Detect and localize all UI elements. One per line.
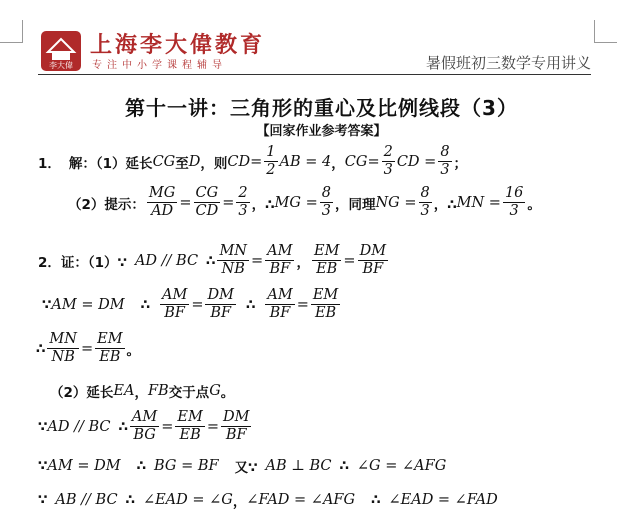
fraction-denominator: BF: [269, 261, 291, 278]
fraction-denominator: 2: [266, 162, 276, 179]
q2-a3: ∠EAD = ∠FAD: [388, 492, 498, 508]
q2-cond5: AD // BC: [47, 418, 111, 435]
equals-sign: =: [206, 418, 219, 435]
fraction-numerator: DM: [358, 244, 388, 261]
q1-mn: MN =: [456, 194, 501, 211]
q2-a1: ∠EAD = ∠G: [142, 492, 233, 508]
q2-cond7: AB // BC: [55, 492, 118, 508]
fraction: [175, 410, 204, 443]
fraction-numerator: MN: [47, 332, 79, 349]
equals-sign: =: [222, 194, 235, 211]
q1-cg: CG: [152, 153, 176, 170]
fraction-numerator: AM: [160, 288, 189, 305]
fraction-numerator: 8: [438, 145, 451, 162]
q2-also: 又∵: [234, 460, 258, 476]
fraction: [312, 244, 341, 277]
equals-sign: =: [251, 252, 264, 269]
fraction-numerator: AM: [130, 410, 159, 427]
q1-label: 1．: [38, 155, 61, 172]
fraction: [320, 186, 333, 219]
q2-part2-intro: （2）延长: [50, 385, 114, 401]
fraction-denominator: 3: [509, 203, 519, 220]
q2-cond6: AM = DM: [47, 458, 121, 474]
q2-ea: EA: [113, 383, 135, 399]
therefore-symbol: ，∴: [433, 196, 457, 213]
q1-hint-label: （2）提示：: [68, 196, 145, 213]
fraction: [47, 332, 79, 365]
fraction: [194, 186, 221, 219]
because-symbol: ∵: [38, 458, 48, 474]
fraction-numerator: EM: [95, 332, 124, 349]
q1-to: 至: [175, 155, 189, 172]
q1-eq: =: [250, 153, 263, 170]
fraction: [382, 145, 395, 178]
fraction: [265, 288, 294, 321]
equals-sign: =: [296, 296, 309, 313]
q2-line1: [38, 244, 390, 277]
q1-cd2: CD =: [396, 153, 437, 170]
q2-end4: 。: [220, 385, 235, 401]
fraction-denominator: 3: [238, 203, 248, 220]
fraction: [503, 186, 525, 219]
fraction-numerator: DM: [205, 288, 235, 305]
q2-line4: [50, 381, 234, 401]
comma: ，: [232, 494, 247, 510]
fraction-numerator: 8: [320, 186, 333, 203]
fraction-denominator: BF: [225, 427, 247, 444]
fraction-denominator: AD: [151, 203, 174, 220]
fraction-numerator: AM: [265, 288, 294, 305]
fraction-numerator: DM: [221, 410, 251, 427]
q1-line2: [68, 186, 541, 219]
equals-sign: =: [179, 194, 192, 211]
fraction-numerator: MN: [217, 244, 249, 261]
page-subtitle: 【回家作业参考答案】: [256, 124, 387, 139]
equals-sign: =: [191, 296, 204, 313]
fraction-numerator: 8: [419, 186, 432, 203]
q1-end: ；: [453, 155, 468, 172]
equals-sign: =: [161, 418, 174, 435]
q1-mg: MG =: [274, 194, 318, 211]
page-title: 第十一讲：三角形的重心及比例线段（3）: [125, 96, 518, 120]
q1-end2: 。: [527, 196, 541, 213]
therefore-symbol: ，∴: [251, 196, 275, 213]
fraction-denominator: NB: [221, 261, 245, 278]
logo-text: 李大偉: [49, 61, 73, 70]
q1-intro: 解：（1）延长: [68, 155, 153, 172]
fraction: [236, 186, 249, 219]
fraction-numerator: EM: [312, 244, 341, 261]
fraction-denominator: CD: [195, 203, 219, 220]
q2-line7: [38, 490, 498, 510]
crop-mark-top-right: [594, 20, 617, 43]
fraction-denominator: EB: [179, 427, 201, 444]
q2-meet: 交于点: [168, 385, 210, 401]
q1-cg2: CG: [344, 153, 368, 170]
q1-ng: NG =: [375, 194, 417, 211]
fraction: [358, 244, 388, 277]
therefore-symbol: ∴: [118, 418, 128, 435]
brand-logo-icon: [40, 30, 82, 72]
fraction-denominator: EB: [99, 349, 121, 366]
fraction-numerator: 1: [264, 145, 277, 162]
fraction-denominator: 3: [440, 162, 450, 179]
fraction-numerator: AM: [265, 244, 294, 261]
fraction: [264, 145, 277, 178]
fraction-numerator: 2: [236, 186, 249, 203]
q2-cond2: AM = DM: [51, 296, 125, 313]
fraction: [221, 410, 251, 443]
q1-cd: CD: [227, 153, 251, 170]
fraction: [217, 244, 249, 277]
therefore-symbol: ∴: [371, 492, 381, 508]
q2-line2: [42, 288, 342, 321]
brand-name: 上海李大偉教育: [90, 32, 266, 58]
fraction-denominator: BG: [133, 427, 156, 444]
q2-label: 2．证：（1）∵: [38, 254, 127, 271]
fraction-numerator: MG: [147, 186, 177, 203]
fraction: [160, 288, 189, 321]
fraction-denominator: BF: [210, 305, 232, 322]
fraction-denominator: 3: [383, 162, 393, 179]
fraction-numerator: CG: [194, 186, 221, 203]
fraction: [311, 288, 340, 321]
header-divider: [38, 74, 591, 75]
fraction-denominator: BF: [164, 305, 185, 322]
q2-line5: [38, 410, 253, 443]
q2-line3: [36, 332, 140, 365]
crop-mark-top-left: [0, 20, 23, 43]
q1-then: ，则: [200, 155, 228, 172]
q1-sep: ，: [331, 155, 345, 172]
because-symbol: ∵: [38, 492, 48, 508]
q1-d: D: [188, 153, 201, 170]
because-symbol: ∵: [38, 418, 48, 435]
fraction: [265, 244, 294, 277]
comma: ，: [296, 254, 310, 271]
q2-ang6: ∠G = ∠AFG: [356, 458, 447, 474]
fraction-denominator: 3: [420, 203, 430, 220]
fraction-numerator: EM: [175, 410, 204, 427]
therefore-symbol: ∴: [245, 296, 256, 313]
fraction-numerator: 2: [382, 145, 395, 162]
fraction: [205, 288, 235, 321]
fraction: [147, 186, 177, 219]
therefore-symbol: ∴: [140, 296, 150, 313]
equals-sign: =: [343, 252, 356, 269]
fraction-denominator: 3: [321, 203, 331, 220]
q1-eq2: =: [367, 153, 380, 170]
q2-perp: AB ⊥ BC: [265, 458, 332, 474]
fraction: [130, 410, 159, 443]
because-symbol: ∵: [42, 296, 52, 313]
therefore-symbol: ∴: [339, 458, 349, 474]
therefore-symbol: ∴: [36, 340, 46, 357]
q2-cond: AD // BC: [134, 252, 199, 269]
therefore-symbol: ∴: [125, 492, 135, 508]
q2-fb: FB: [147, 383, 169, 399]
therefore-symbol: ∴: [136, 458, 146, 474]
q1-same: ，同理: [334, 196, 376, 213]
q1-ab: AB = 4: [279, 153, 332, 170]
fraction-denominator: NB: [51, 349, 75, 366]
fraction-denominator: EB: [316, 261, 338, 278]
fraction-denominator: EB: [314, 305, 337, 322]
q2-g: G: [209, 383, 221, 399]
therefore-symbol: ∴: [206, 252, 216, 269]
fraction-denominator: BF: [362, 261, 384, 278]
header-course-title: 暑假班初三数学专用讲义: [425, 54, 591, 72]
fraction: [419, 186, 432, 219]
brand-slogan: 专注中小学课程辅导: [92, 60, 227, 71]
fraction-numerator: EM: [311, 288, 340, 305]
q2-end: 。: [126, 342, 141, 359]
fraction: [95, 332, 124, 365]
q2-line6: [38, 456, 446, 476]
equals-sign: =: [80, 340, 94, 357]
comma: ，: [134, 385, 148, 401]
q2-res6: BG = BF: [153, 458, 219, 474]
fraction-denominator: BF: [269, 305, 291, 322]
q1-line1: [38, 145, 467, 178]
fraction-numerator: 16: [503, 186, 525, 203]
fraction: [438, 145, 451, 178]
q2-a2: ∠FAD = ∠AFG: [246, 492, 356, 508]
